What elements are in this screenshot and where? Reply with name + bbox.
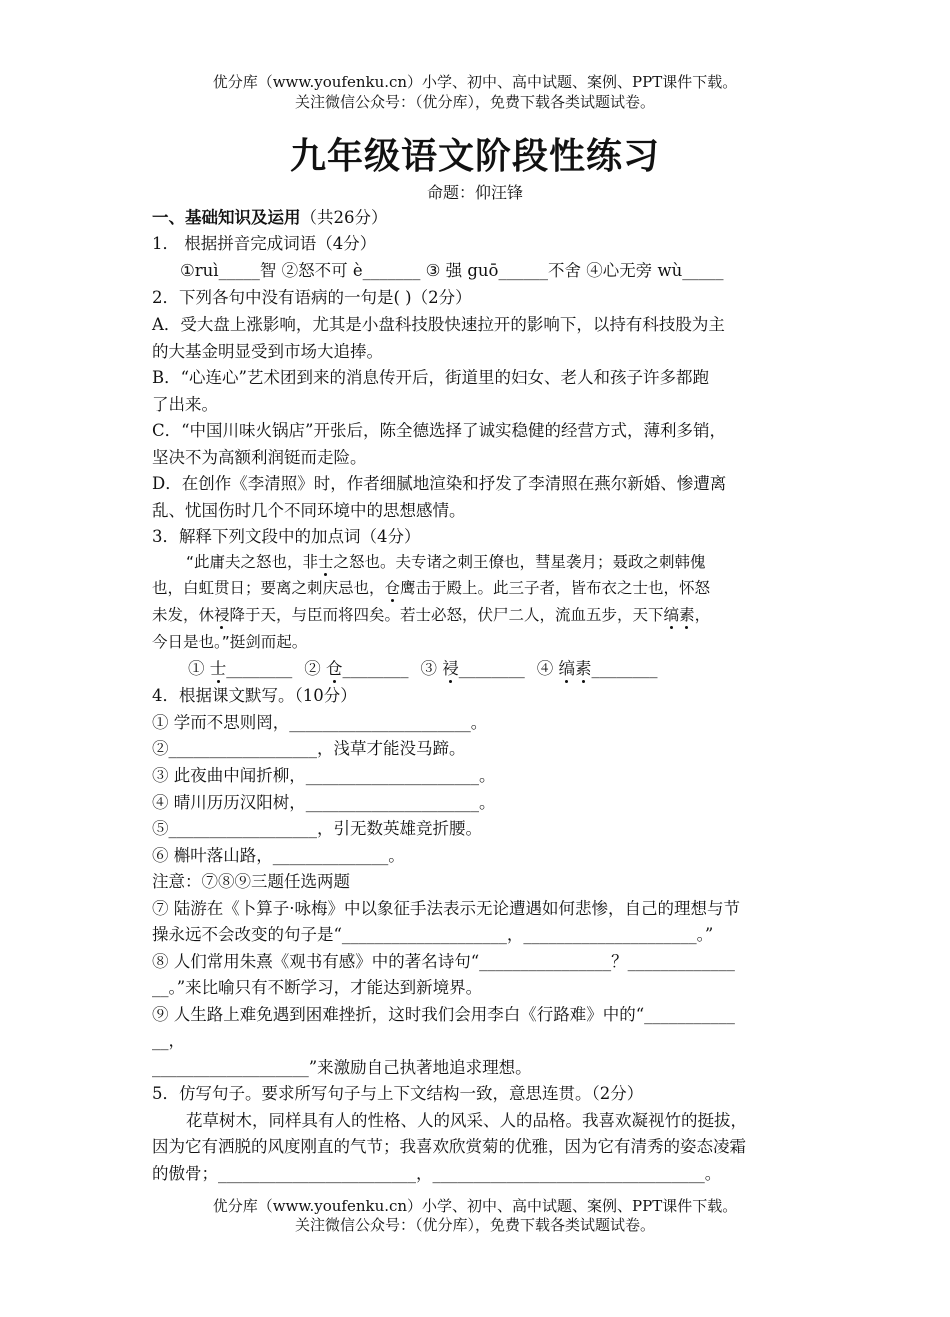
passage-text: “此庸夫之怒也，非: [186, 553, 319, 571]
answer-blank: ________: [591, 659, 658, 678]
section-heading-bold: 一、基础知识及运用: [152, 208, 301, 227]
q4-note: 注意：⑦⑧⑨三题任选两题: [152, 872, 350, 891]
q2-option-a-line2: 的大基金明显受到市场大追捧。: [152, 342, 383, 361]
q4-stem: 4．根据课文默写。（10分）: [152, 686, 357, 705]
q2-stem: 2．下列各句中没有语病的一句是( )（2分）: [152, 288, 472, 307]
q4-line-3: ③ 此夜曲中闻折柳，_____________________。: [152, 766, 496, 785]
q5-para-line2: 因为它有洒脱的风度刚直的气节；我喜欢欣赏菊的优雅，因为它有清秀的姿态凌霜: [152, 1137, 746, 1156]
q1-items: ①ruì_____智 ②怒不可 è_______ ③ 强 guō______不舍 ④心无旁 wù_____: [180, 261, 724, 280]
author-line: 命题：仰汪锋: [426, 183, 523, 202]
q4-line-2: ②__________________，浅草才能没马蹄。: [152, 739, 466, 758]
q2-option-d-line2: 乱、忧国伤时几个不同环境中的思想感情。: [152, 501, 466, 520]
q4-line-9b: __，: [152, 1031, 185, 1050]
passage-text: 未发，休: [152, 606, 215, 624]
q2-option-b-line2: 了出来。: [152, 395, 218, 414]
dotted-word-shi: 士: [318, 553, 334, 571]
q5-stem: 5．仿写句子。要求所写句子与上下文结构一致，意思连贯。（2分）: [152, 1084, 644, 1103]
q4-line-1: ① 学而不思则罔，______________________。: [152, 713, 488, 732]
q3-passage-line4: 今日是也。”挺剑而起。: [152, 633, 308, 651]
q3-answer-items: [188, 658, 848, 680]
q4-line-9a: ⑨ 人生路上难免遇到困难挫折，这时我们会用李白《行路难》中的“___________: [152, 1005, 735, 1024]
answer-blank: ________: [458, 659, 525, 678]
q4-line-4: ④ 晴川历历汉阳树，_____________________。: [152, 793, 496, 812]
header-line-2: 关注微信公众号：（优分库），免费下载各类试题试卷。: [294, 93, 655, 111]
q1-stem: 1． 根据拼音完成词语（4分）: [152, 234, 377, 253]
item-number: ①: [188, 659, 210, 678]
q4-line-7a: ⑦ 陆游在《卜算子·咏梅》中以象征手法表示无论遭遇如何悲惨，自己的理想与节: [152, 899, 740, 918]
q2-option-c-line2: 坚决不为高额利润铤而走险。: [152, 448, 367, 467]
q2-option-c-line1: C．“中国川味火锅店”开张后，陈全德选择了诚实稳健的经营方式，薄利多销，: [152, 421, 726, 440]
passage-text: 鹰击于殿上。此三子者，皆布衣之士也，怀怒: [400, 579, 711, 597]
q3-stem: 3．解释下列文段中的加点词（4分）: [152, 527, 421, 546]
passage-text: 降于天，与臣而将四矣。若士必怒，伏尸二人，流血五步，天下: [229, 606, 664, 624]
dotted-word-jin: 祲: [214, 606, 230, 624]
q5-para-line3: 的傲骨；________________________，_________________________________。: [152, 1164, 722, 1183]
dotted-word-gao: 缟: [558, 659, 575, 678]
dotted-word-gao: 缟: [663, 606, 680, 624]
dotted-word-cang: 仓: [384, 579, 401, 597]
q4-line-8a: ⑧ 人们常用朱熹《观书有感》中的著名诗句“________________？_____________: [152, 952, 735, 971]
dotted-word-cang: 仓: [326, 659, 343, 678]
item-number: ④: [536, 659, 559, 678]
q3-passage-line2: [152, 577, 812, 599]
item-number: ③: [420, 659, 443, 678]
q3-passage-line3: [152, 604, 812, 626]
passage-text: 也，白虹贯日；要离之刺庆忌也，: [152, 579, 385, 597]
passage-text: ，: [694, 606, 711, 624]
footer-line-1: 优分库（www.youfenku.cn）小学、初中、高中试题、案例、PPT课件下载。: [212, 1197, 738, 1215]
section-1-heading: [152, 207, 812, 229]
header-line-1: 优分库（www.youfenku.cn）小学、初中、高中试题、案例、PPT课件下载。: [212, 73, 738, 91]
q2-option-a-line1: A．受大盘上涨影响，尤其是小盘科技股快速拉开的影响下，以持有科技股为主: [152, 315, 725, 334]
q2-option-d-line1: D．在创作《李清照》时，作者细腻地渲染和抒发了李清照在燕尔新婚、惨遭离: [152, 474, 727, 493]
dotted-word-su: 素: [679, 606, 695, 624]
passage-text: 之怒也。夫专诸之刺王僚也，彗星袭月；聂政之刺韩傀: [333, 553, 706, 571]
dotted-word-shi: 士: [209, 659, 227, 678]
answer-blank: ________: [342, 659, 409, 678]
answer-blank: ________: [226, 659, 293, 678]
q5-para-line1: 花草树木，同样具有人的性格、人的风采、人的品格。我喜欢凝视竹的挺拔，: [186, 1111, 747, 1130]
dotted-word-su: 素: [575, 659, 592, 678]
footer-line-2: 关注微信公众号：（优分库），免费下载各类试题试卷。: [294, 1216, 655, 1234]
q4-line-8b: __。”来比喻只有不断学习，才能达到新境界。: [152, 978, 483, 997]
q4-line-9c: ___________________”来激励自己执著地追求理想。: [152, 1058, 532, 1077]
section-heading-score: （共26分）: [300, 208, 388, 227]
q4-line-6: ⑥ 槲叶落山路，______________。: [152, 846, 405, 865]
page-title: 九年级语文阶段性练习: [289, 135, 660, 177]
q2-option-b-line1: B．“心连心”艺术团到来的消息传开后，街道里的妇女、老人和孩子许多都跑: [152, 368, 709, 387]
q4-line-7b: 操永远不会改变的句子是“____________________，_____________________。”: [152, 925, 714, 944]
q3-passage-line1: [186, 551, 846, 573]
item-number: ②: [304, 659, 326, 678]
q4-line-5: ⑤__________________，引无数英雄竞折腰。: [152, 819, 482, 838]
dotted-word-jin: 祲: [442, 659, 459, 678]
